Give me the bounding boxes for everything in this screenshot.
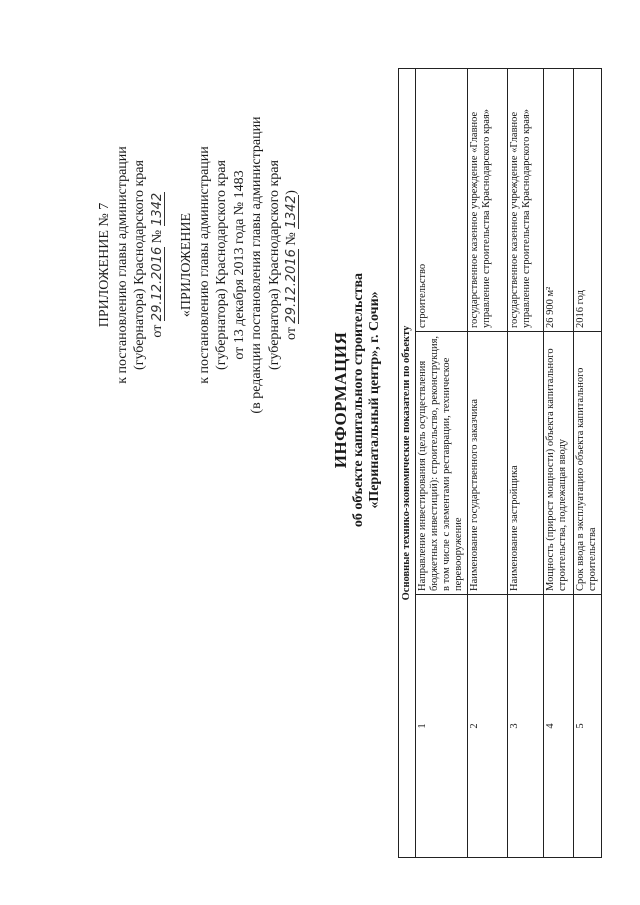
appendix-date-line: [149, 100, 167, 430]
appendix-title: ПРИЛОЖЕНИЕ № 7: [97, 202, 112, 328]
table-header-row: [399, 69, 416, 858]
document-subtitle-1: об объекте капитального строительства: [351, 272, 366, 528]
table-header: Основные технико-экономические показатели по объекту: [399, 69, 416, 858]
original-appendix-title: «ПРИЛОЖЕНИЕ: [179, 212, 194, 318]
row-value: строительство: [416, 69, 468, 332]
table-row: [544, 69, 574, 858]
handwritten-date: 29.12.2016: [284, 249, 299, 324]
appendix-block: [96, 100, 165, 430]
from-label: от: [149, 324, 165, 338]
indicators-table: [398, 68, 602, 858]
row-label: Наименование застройщика: [508, 332, 544, 595]
document-title-block: [330, 185, 390, 615]
document-title: ИНФОРМАЦИЯ: [331, 331, 350, 469]
row-label: Направление инвестирования (цель осуществления бюджетных инвестиций): строительство, реконструкция, в том числе с элементами реставрации, техническое перевооружение: [416, 332, 468, 595]
row-value: государственное казенное учреждение «Главное управление строительства Краснодарского края»: [468, 69, 508, 332]
row-value: государственное казенное учреждение «Главное управление строительства Краснодарского края»: [508, 69, 544, 332]
table-row: [416, 69, 468, 858]
row-value: 2016 год: [574, 69, 602, 332]
row-number: 5: [574, 595, 602, 858]
document-subtitle-2: «Перинатальный центр», г. Сочи»: [367, 291, 382, 509]
indicators-table-wrap: [398, 68, 616, 858]
table-row: [574, 69, 602, 858]
original-appendix-line-4: от 13 декабря 2013 года № 1483: [231, 170, 247, 360]
original-appendix-line-3: (губернатора) Краснодарского края: [214, 160, 229, 370]
handwritten-date: 29.12.2016: [149, 246, 165, 322]
row-number: 3: [508, 595, 544, 858]
original-appendix-date-line: [283, 100, 301, 430]
table-row: [508, 69, 544, 858]
closing-paren: ): [284, 190, 299, 195]
number-label: №: [284, 232, 299, 246]
row-number: 1: [416, 595, 468, 858]
appendix-line-3: (губернатора) Краснодарского края: [132, 160, 147, 370]
table-row: [468, 69, 508, 858]
original-appendix-line-2: к постановлению главы администрации: [196, 146, 212, 384]
original-appendix-line-5: (в редакции постановления главы администрации: [249, 116, 264, 414]
original-appendix-line-6: (губернатора) Краснодарского края: [266, 160, 282, 370]
row-label: Срок ввода в эксплуатацию объекта капитального строительства: [574, 332, 602, 595]
handwritten-number: 1342: [284, 195, 299, 229]
row-number: 2: [468, 595, 508, 858]
handwritten-number: 1342: [149, 192, 165, 226]
from-label: от: [284, 327, 299, 340]
appendix-line-2: к постановлению главы администрации: [114, 146, 130, 384]
original-appendix-block: [178, 100, 303, 430]
row-value: 26 900 м²: [544, 69, 574, 332]
row-number: 4: [544, 595, 574, 858]
row-label: Мощность (прирост мощности) объекта капитального строительства, подлежащая вводу: [544, 332, 574, 595]
number-label: №: [149, 229, 165, 244]
row-label: Наименование государственного заказчика: [468, 332, 508, 595]
